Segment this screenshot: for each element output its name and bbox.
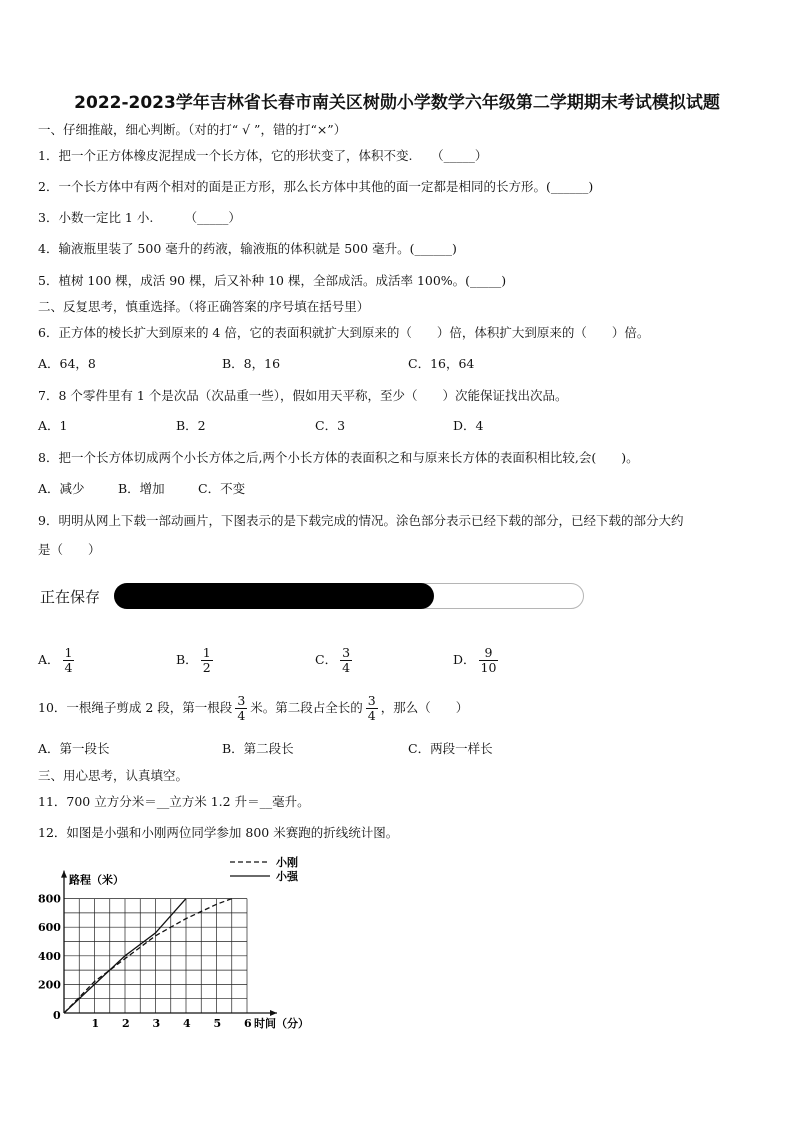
page-title: 2022-2023学年吉林省长春市南关区树勋小学数学六年级第二学期期末考试模拟试题 — [74, 93, 720, 113]
q9-option-c-fraction — [340, 646, 352, 675]
q10-text-b: 米。第二段占全长的 — [250, 700, 363, 715]
question-11: 11．700 立方分米＝__立方米 1.2 升＝__毫升。 — [38, 794, 310, 809]
q9-option-b-fraction — [201, 646, 213, 675]
fraction-denominator: 4 — [367, 708, 376, 723]
fraction-denominator: 10 — [480, 660, 497, 675]
q10-text-c: ，那么（ ） — [380, 700, 469, 715]
section-2-heading: 二、反复思考，慎重选择。（将正确答案的序号填在括号里） — [38, 299, 370, 314]
question-1: 1．把一个正方体橡皮泥捏成一个长方体，它的形状变了，体积不变. （_____） — [38, 148, 488, 163]
q10-option-b: B．第二段长 — [222, 741, 294, 756]
q9-option-b — [176, 646, 216, 675]
section-3-heading: 三、用心思考，认真填空。 — [38, 768, 189, 783]
q7-option-b: B．2 — [176, 418, 206, 433]
question-5: 5．植树 100 棵，成活 90 棵，后又补种 10 棵，全部成活。成活率 100%。(_____) — [38, 273, 507, 288]
legend-label: 小刚 — [276, 856, 298, 869]
q9-option-c-letter: C． — [315, 652, 338, 667]
y-axis-label: 路程（米） — [69, 873, 124, 887]
q6-option-c: C．16，64 — [408, 356, 475, 371]
y-axis-arrow — [61, 871, 67, 878]
question-9-line-1: 9．明明从网上下载一部动画片，下图表示的是下载完成的情况。涂色部分表示已经下载的部分，已经下载的部分大约 — [38, 513, 684, 528]
x-tick-label: 5 — [213, 1017, 222, 1030]
q7-option-c: C．3 — [315, 418, 346, 433]
q8-option-b: B．增加 — [118, 481, 165, 496]
q10-fraction-1 — [235, 694, 247, 723]
q9-option-a — [38, 646, 77, 675]
q8-option-c: C．不变 — [198, 481, 246, 496]
q9-option-d-letter: D． — [453, 652, 476, 667]
q9-option-a-letter: A． — [38, 652, 60, 667]
line-chart — [30, 848, 330, 1033]
q9-option-d-fraction — [479, 646, 499, 675]
q9-option-a-fraction — [63, 646, 75, 675]
download-progress-bar — [114, 583, 584, 609]
fraction-numerator: 9 — [484, 645, 493, 660]
y-tick-label: 400 — [38, 949, 61, 963]
x-tick-label: 6 — [244, 1017, 252, 1030]
x-tick-label: 1 — [91, 1017, 100, 1030]
fraction-numerator: 3 — [367, 693, 376, 708]
question-12: 12．如图是小强和小刚两位同学参加 800 米赛跑的折线统计图。 — [38, 825, 399, 840]
q10-fraction-2 — [366, 694, 378, 723]
fraction-denominator: 4 — [64, 660, 73, 675]
question-2: 2．一个长方体中有两个相对的面是正方形，那么长方体中其他的面一定都是相同的长方形。(______) — [38, 179, 594, 194]
fraction-denominator: 4 — [342, 660, 351, 675]
x-tick-label: 2 — [122, 1017, 130, 1030]
question-8: 8．把一个长方体切成两个小长方体之后,两个小长方体的表面积之和与原来长方体的表面积相比较,会( )。 — [38, 450, 639, 465]
question-3: 3．小数一定比 1 小. （_____） — [38, 210, 241, 225]
q8-option-a: A．减少 — [38, 481, 85, 496]
download-progress-fill — [114, 583, 434, 609]
question-10 — [38, 694, 468, 723]
q9-option-b-letter: B． — [176, 652, 198, 667]
q9-option-c — [315, 646, 355, 675]
origin-label: 0 — [53, 1009, 61, 1022]
q7-option-a: A．1 — [38, 418, 68, 433]
progress-label: 正在保存 — [40, 588, 101, 606]
fraction-numerator: 1 — [202, 645, 211, 660]
section-1-heading: 一、仔细推敲，细心判断。（对的打“ √ ”，错的打“×”） — [38, 122, 347, 137]
question-7: 7．8 个零件里有 1 个是次品（次品重一些），假如用天平称，至少（ ）次能保证找出次品。 — [38, 388, 568, 403]
fraction-denominator: 4 — [237, 708, 246, 723]
fraction-numerator: 1 — [64, 645, 73, 660]
y-tick-label: 600 — [38, 921, 61, 935]
legend-label: 小强 — [276, 870, 298, 883]
x-tick-label: 3 — [152, 1017, 161, 1030]
q10-text-a: 10．一根绳子剪成 2 段，第一根段 — [38, 700, 233, 715]
y-tick-label: 800 — [38, 892, 61, 906]
y-tick-label: 200 — [38, 978, 61, 992]
x-axis-label: 时间（分） — [254, 1017, 309, 1030]
x-tick-label: 4 — [183, 1017, 191, 1030]
q9-option-d — [453, 646, 501, 675]
q6-option-b: B．8，16 — [222, 356, 281, 371]
q6-option-a: A．64，8 — [38, 356, 96, 371]
fraction-denominator: 2 — [202, 660, 211, 675]
q10-option-a: A．第一段长 — [38, 741, 110, 756]
q7-option-d: D．4 — [453, 418, 484, 433]
fraction-numerator: 3 — [342, 645, 351, 660]
question-6: 6．正方体的棱长扩大到原来的 4 倍，它的表面积就扩大到原来的（ ）倍，体积扩大到原来的（ ）倍。 — [38, 325, 650, 340]
x-axis-arrow — [270, 1010, 277, 1016]
fraction-numerator: 3 — [237, 693, 246, 708]
q10-option-c: C．两段一样长 — [408, 741, 493, 756]
question-4: 4．输液瓶里装了 500 毫升的药液，输液瓶的体积就是 500 毫升。(______) — [38, 241, 457, 256]
question-9-line-2: 是（ ） — [38, 542, 101, 557]
